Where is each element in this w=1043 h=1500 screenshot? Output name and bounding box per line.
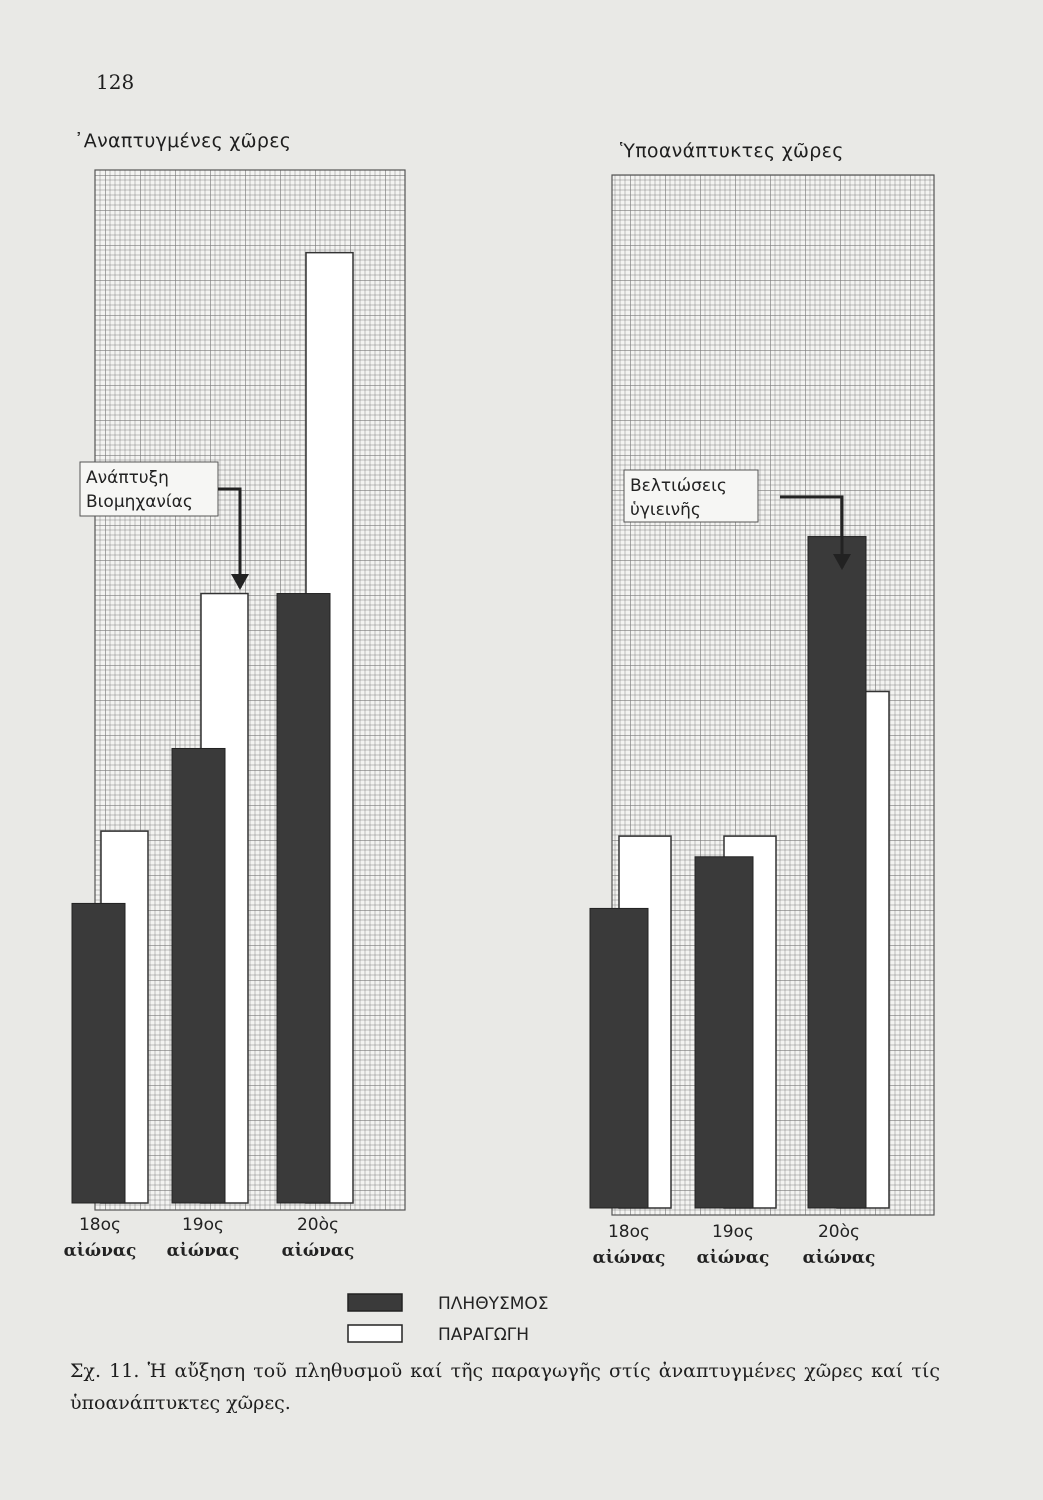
annotation-line-2: Βιομηχανίας [86,492,193,512]
bar-population-2 [695,857,753,1208]
bar-population-3 [277,594,330,1203]
category-label-3: 20ὸς [817,1222,861,1242]
category-label-3: 20ὸς [296,1215,340,1235]
panel-title-underdeveloped: Ὑποανάπτυκτες χῶρες [620,140,844,162]
legend [348,1294,549,1345]
chart-panel-2 [590,175,934,1268]
bar-population-2 [172,748,225,1203]
category-sublabel-2: αἰώνας [166,1241,240,1261]
annotation-line-1: Ανάπτυξη [86,468,169,488]
bar-population-3 [808,537,866,1208]
chart-panel-1 [64,170,405,1261]
category-label-2: 19ος [711,1222,755,1242]
category-sublabel-2: αἰώνας [696,1248,770,1268]
figure-caption: Σχ. 11. Ἡ αὔξηση τοῦ πληθυσμοῦ καί τῆς παραγωγῆς στίς ἀναπτυγμένες χῶρες καί τίς ὑποανάπτυκτες χῶρες. [70,1360,940,1414]
legend-label-2: ΠΑΡΑΓΩΓΗ [438,1325,530,1345]
bar-population-1 [72,903,125,1203]
annotation-line-2: ὑγιεινῆς [630,500,701,520]
category-sublabel-3: αἰώνας [802,1248,876,1268]
annotation-line-1: Βελτιώσεις [630,476,727,496]
category-sublabel-3: αἰώνας [281,1241,355,1261]
page-number: 128 [96,70,135,94]
category-label-1: 18ος [607,1222,651,1242]
legend-swatch-1 [348,1294,402,1311]
panel-title-developed: ᾿Αναπτυγμένες χῶρες [74,130,292,152]
bar-population-1 [590,908,648,1208]
legend-swatch-2 [348,1325,402,1342]
category-label-2: 19ος [181,1215,225,1235]
category-sublabel-1: αἰώνας [63,1241,137,1261]
category-sublabel-1: αἰώνας [592,1248,666,1268]
legend-label-1: ΠΛΗΘΥΣΜΟΣ [438,1294,549,1314]
category-label-1: 18ος [78,1215,122,1235]
